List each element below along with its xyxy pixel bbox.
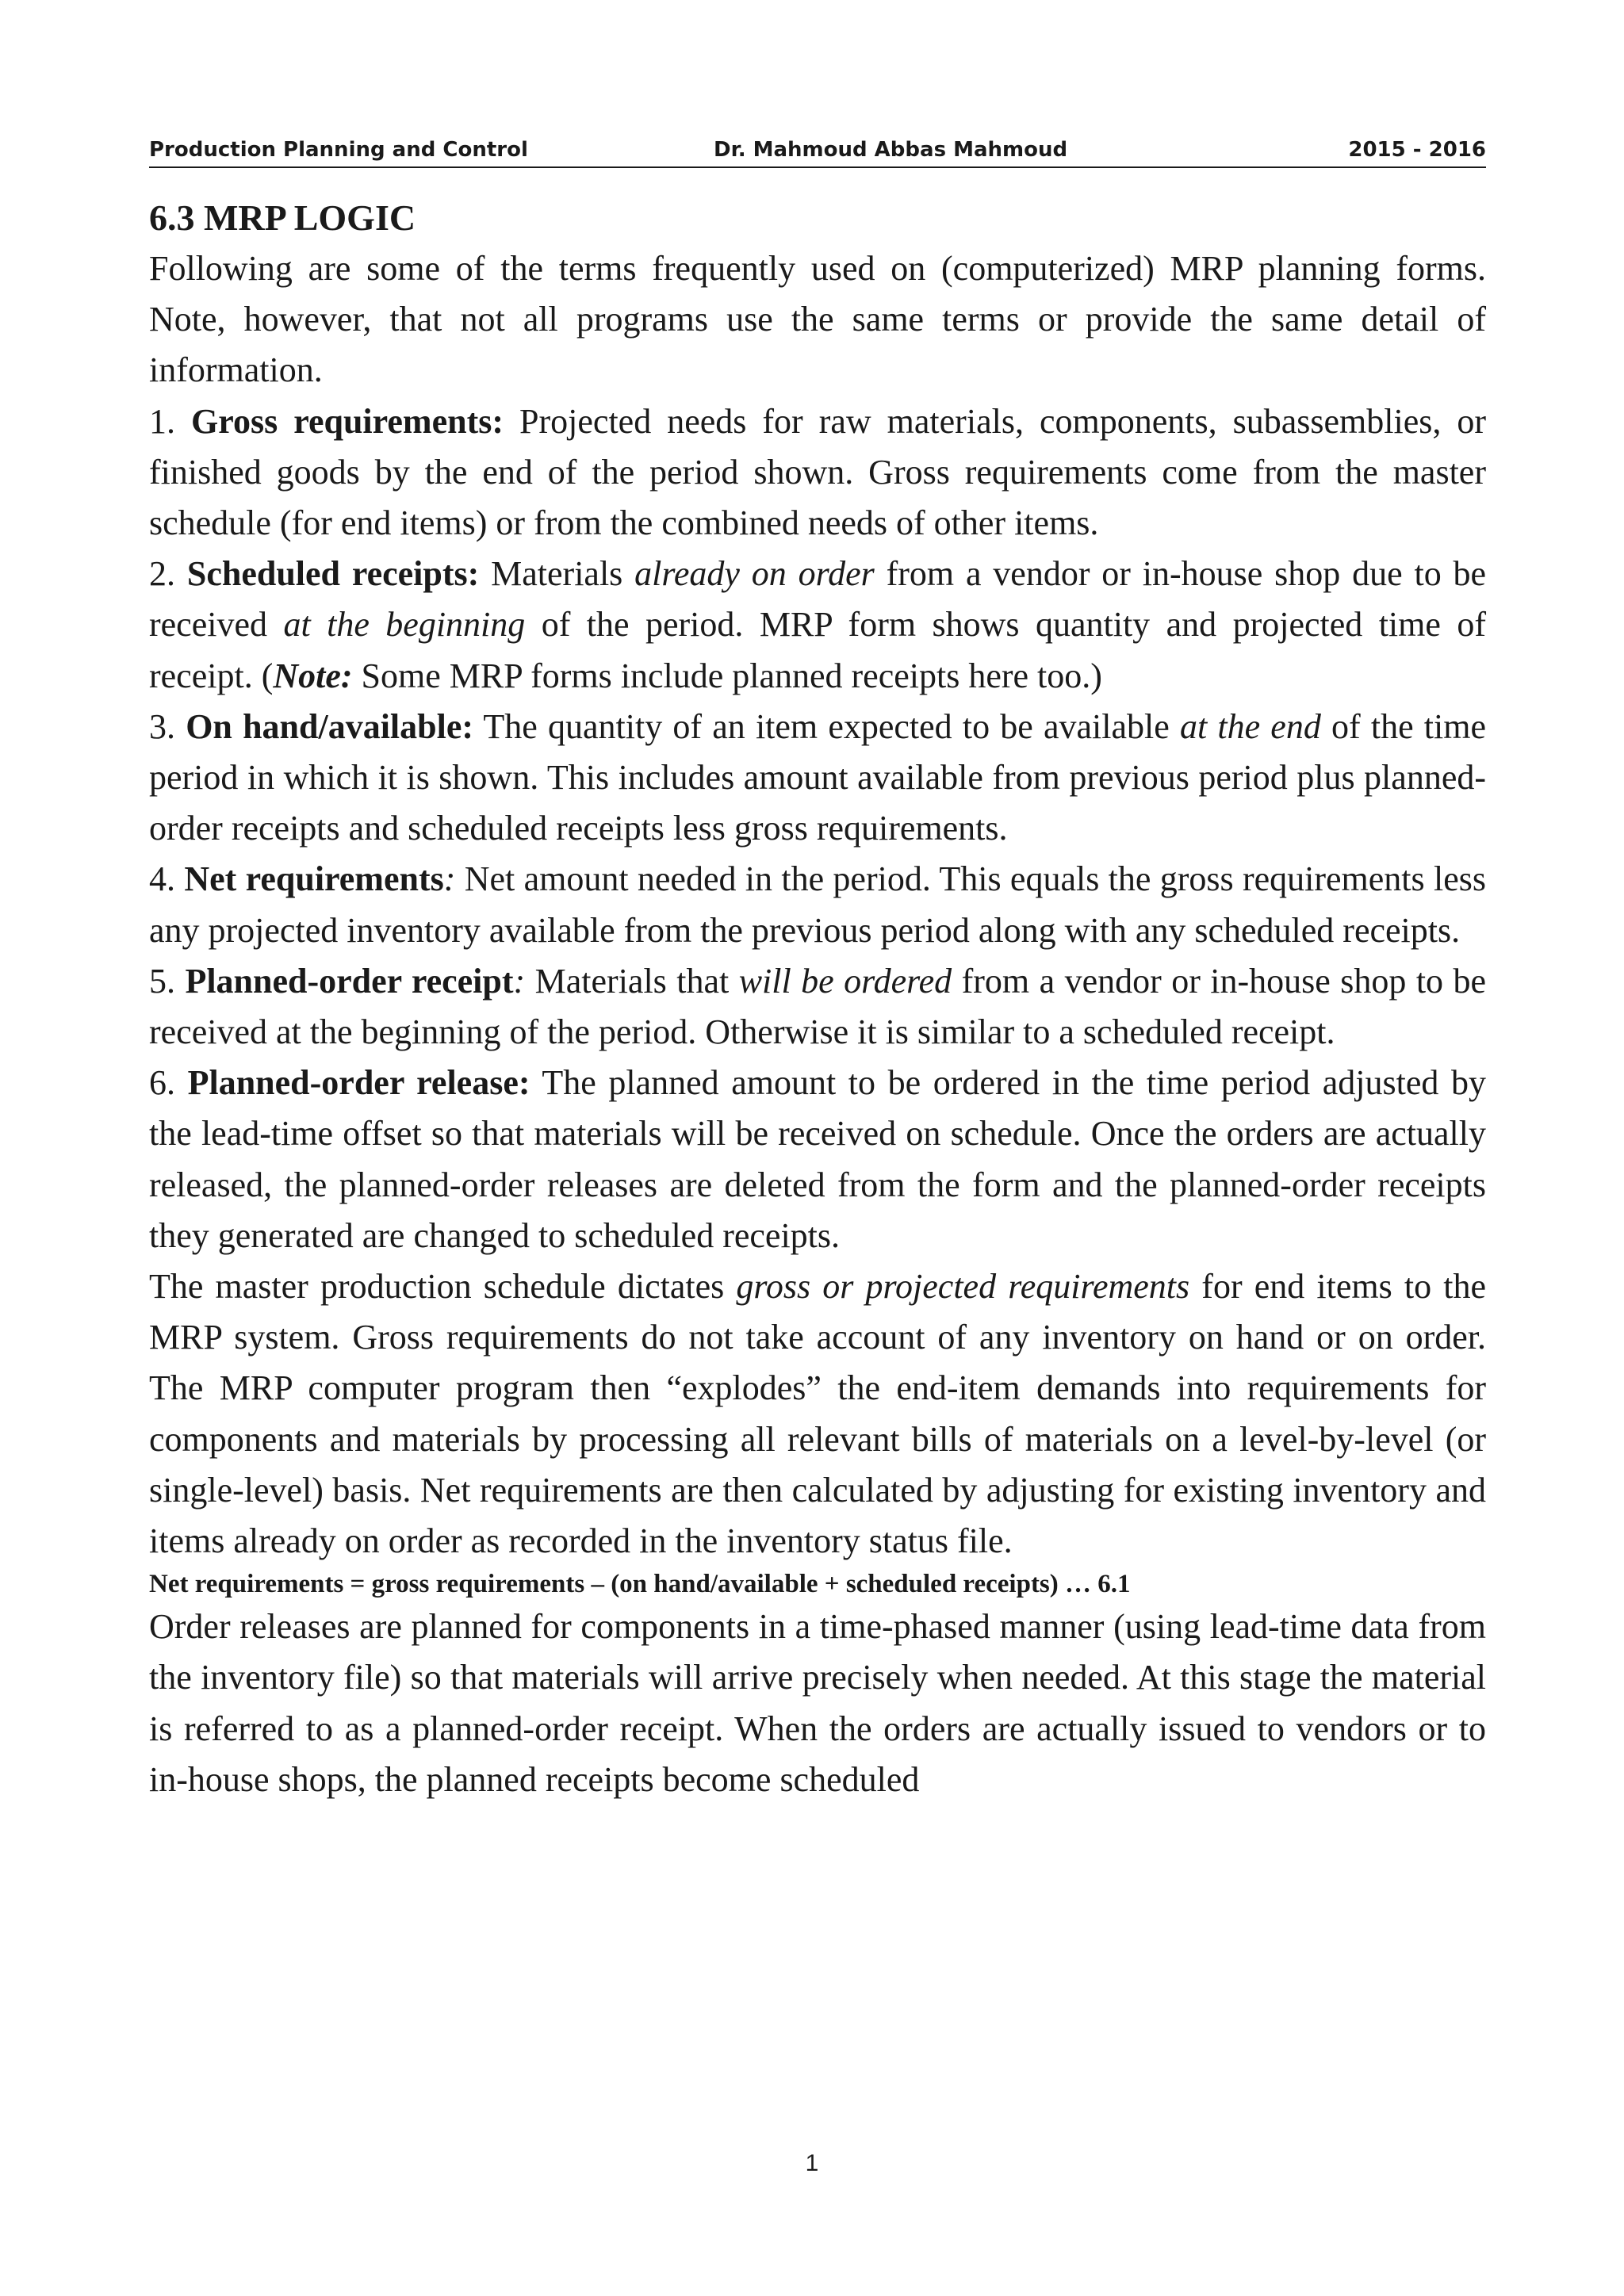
term-planned-order-receipt	[149, 956, 1486, 1058]
intro-paragraph: Following are some of the terms frequently used on (computerized) MRP planning forms. Note, however, that not all programs use the same terms or provide the same detail of information.	[149, 249, 1486, 390]
term-number: 1.	[149, 401, 175, 441]
document-body	[149, 193, 1486, 1805]
term-text: Projected needs for raw materials, components, subassemblies, or finished goods by the end of the period shown. Gross requirements come from the master schedule (for end items) or from the combined needs of other items.	[149, 401, 1487, 543]
term-text: The quantity of an item expected to be available	[483, 706, 1170, 746]
term-number: 4.	[149, 859, 175, 899]
term-label: Net requirements	[184, 859, 444, 899]
term-colon: :	[443, 859, 456, 899]
term-text: Net amount needed in the period. This equals the gross requirements less any projected inventory available from the previous period along with any scheduled receipts.	[149, 859, 1486, 950]
page-header	[149, 135, 1486, 168]
master-schedule-paragraph	[149, 1261, 1486, 1567]
term-text: Materials that	[534, 961, 730, 1001]
header-academic-year: 2015 - 2016	[1348, 138, 1486, 162]
term-label: Scheduled receipts:	[186, 554, 480, 594]
term-label: On hand/available:	[186, 706, 474, 746]
term-scheduled-receipts	[149, 549, 1486, 702]
net-requirements-formula: Net requirements = gross requirements – (on hand/available + scheduled receipts) … 6.1	[149, 1570, 1131, 1599]
term-label: Planned-order receipt	[185, 961, 514, 1001]
header-author: Dr. Mahmoud Abbas Mahmoud	[714, 138, 1068, 162]
term-number: 2.	[149, 554, 175, 594]
page-number: 1	[805, 2150, 819, 2176]
term-emphasis: already on order	[634, 554, 875, 594]
paragraph-text: for end items to the MRP system. Gross requirements do not take account of any inventory on hand or on order. The MRP computer program then “explodes” the end-item demands into requirements for components and materials by processing all relevant bills of materials on a level-by-level (or single-level) basis. Net requirements are then calculated by adjusting for existing inventory and items already on order as recorded in the inventory status file.	[149, 1267, 1487, 1561]
term-text: Some MRP forms include planned receipts here too.)	[361, 656, 1102, 695]
note-label: Note:	[273, 656, 353, 695]
term-text: of the time period in which it is shown. This includes amount available from previous period plus planned-order receipts and scheduled receipts less gross requirements.	[149, 706, 1486, 848]
term-emphasis: at the end	[1179, 706, 1321, 746]
term-text: of the period. MRP form shows quantity and projected time of receipt. (	[149, 605, 1486, 695]
term-gross-requirements	[149, 396, 1486, 549]
paragraph-emphasis: gross or projected requirements	[736, 1267, 1190, 1307]
term-emphasis: at the beginning	[283, 605, 526, 645]
term-number: 5.	[149, 961, 175, 1001]
term-number: 3.	[149, 706, 175, 746]
term-text: from a vendor or in-house shop due to be received	[149, 554, 1487, 645]
term-label: Gross requirements:	[191, 401, 504, 441]
section-title: 6.3 MRP LOGIC	[149, 197, 416, 238]
term-label: Planned-order release:	[187, 1063, 530, 1103]
term-net-requirements	[149, 854, 1486, 955]
term-planned-order-release	[149, 1058, 1486, 1261]
term-colon: :	[513, 961, 526, 1001]
term-on-hand-available	[149, 702, 1486, 855]
header-course-title: Production Planning and Control	[149, 138, 528, 162]
term-text: from a vendor or in-house shop to be received at the beginning of the period. Otherwise it is similar to a scheduled receipt.	[149, 961, 1487, 1052]
term-number: 6.	[149, 1063, 175, 1103]
closing-paragraph: Order releases are planned for components in a time-phased manner (using lead-time data from the inventory file) so that materials will arrive precisely when needed. At this stage the material is referred to as a planned-order receipt. When the orders are actually issued to vendors or to in-house shops, the planned receipts become scheduled	[149, 1607, 1486, 1799]
term-emphasis: will be ordered	[738, 961, 952, 1001]
term-text: The planned amount to be ordered in the time period adjusted by the lead-time offset so that materials will be received on schedule. Once the orders are actually released, the planned-order releases are deleted from the form and the planned-order receipts they generated are changed to scheduled receipts.	[149, 1063, 1486, 1255]
paragraph-text: The master production schedule dictates	[149, 1267, 725, 1307]
term-text: Materials	[491, 554, 623, 594]
